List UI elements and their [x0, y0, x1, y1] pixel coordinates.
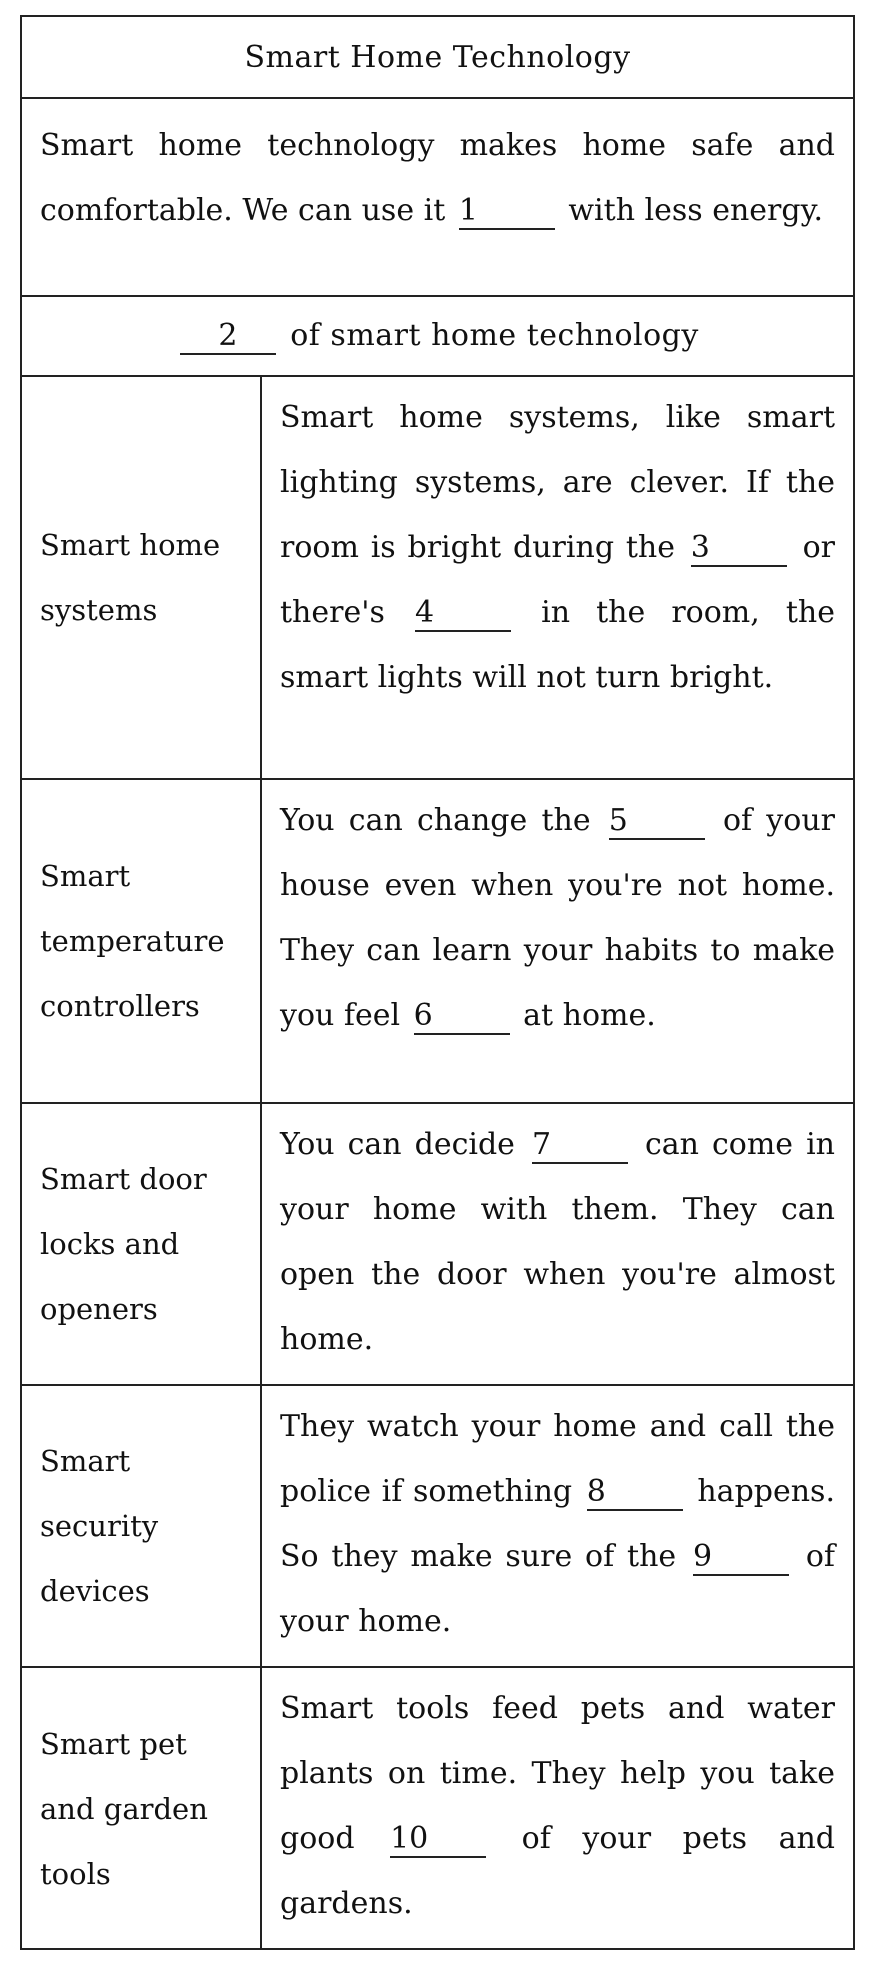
desc-text: can come in your home with them. They can open the door when you're almost home. — [280, 1127, 835, 1357]
table-row — [22, 377, 853, 780]
blank-1[interactable]: 1 — [459, 194, 555, 230]
intro-row — [22, 99, 853, 297]
row-label-cell — [22, 377, 262, 778]
row-label: Smart temperature controllers — [40, 858, 225, 1023]
desc-text: at home. — [523, 998, 656, 1033]
desc-text: of your home. — [280, 1539, 835, 1639]
summary-table — [20, 15, 855, 1950]
row-label: Smart home systems — [40, 527, 221, 627]
blank-4[interactable]: 4 — [415, 596, 511, 632]
blank-6[interactable]: 6 — [414, 999, 510, 1035]
table-row — [22, 1386, 853, 1668]
table-row — [22, 780, 853, 1104]
row-label: Smart security devices — [40, 1443, 159, 1608]
table-row — [22, 1104, 853, 1386]
section-heading-row — [22, 297, 853, 377]
row-label-cell — [22, 1668, 262, 1950]
blank-9[interactable]: 9 — [693, 1540, 789, 1576]
row-description-cell — [262, 1386, 853, 1666]
blank-10[interactable]: 10 — [390, 1822, 486, 1858]
desc-text: They watch your home and call the police if something — [280, 1409, 835, 1509]
desc-text: Smart tools feed pets and water plants on time. They help you take good — [280, 1691, 835, 1856]
blank-5[interactable]: 5 — [609, 804, 705, 840]
row-description-cell — [262, 1104, 853, 1384]
row-label-cell — [22, 780, 262, 1102]
desc-text: You can change the — [280, 803, 591, 838]
desc-text: of your pets and gardens. — [280, 1821, 835, 1921]
desc-text: of your house even when you're not home. They can learn your habits to make you feel — [280, 803, 835, 1033]
blank-3[interactable]: 3 — [691, 531, 787, 567]
row-label: Smart pet and garden tools — [40, 1726, 208, 1891]
desc-text: You can decide — [280, 1127, 515, 1162]
row-label-cell — [22, 1386, 262, 1666]
row-label: Smart door locks and openers — [40, 1161, 207, 1326]
row-description-cell — [262, 1668, 853, 1950]
blank-7[interactable]: 7 — [532, 1128, 628, 1164]
intro-text-2: with less energy. — [568, 193, 824, 228]
row-description-cell — [262, 377, 853, 778]
table-title-row — [22, 17, 853, 99]
row-label-cell — [22, 1104, 262, 1384]
blank-8[interactable]: 8 — [587, 1475, 683, 1511]
desc-text: in the room, the smart lights will not turn bright. — [280, 595, 836, 695]
table-row — [22, 1668, 853, 1950]
desc-text: Smart home systems, like smart lighting systems, are clever. If the room is bright during the — [280, 400, 835, 565]
row-description-cell — [262, 780, 853, 1102]
table-title: Smart Home Technology — [244, 39, 631, 75]
desc-text: or there's — [280, 530, 835, 630]
desc-text: happens. So they make sure of the — [280, 1474, 835, 1574]
blank-2[interactable]: 2 — [180, 319, 276, 355]
intro-text-1: Smart home technology makes home safe and comfortable. We can use it — [40, 128, 835, 228]
section-heading-text: of smart home technology — [290, 317, 699, 353]
